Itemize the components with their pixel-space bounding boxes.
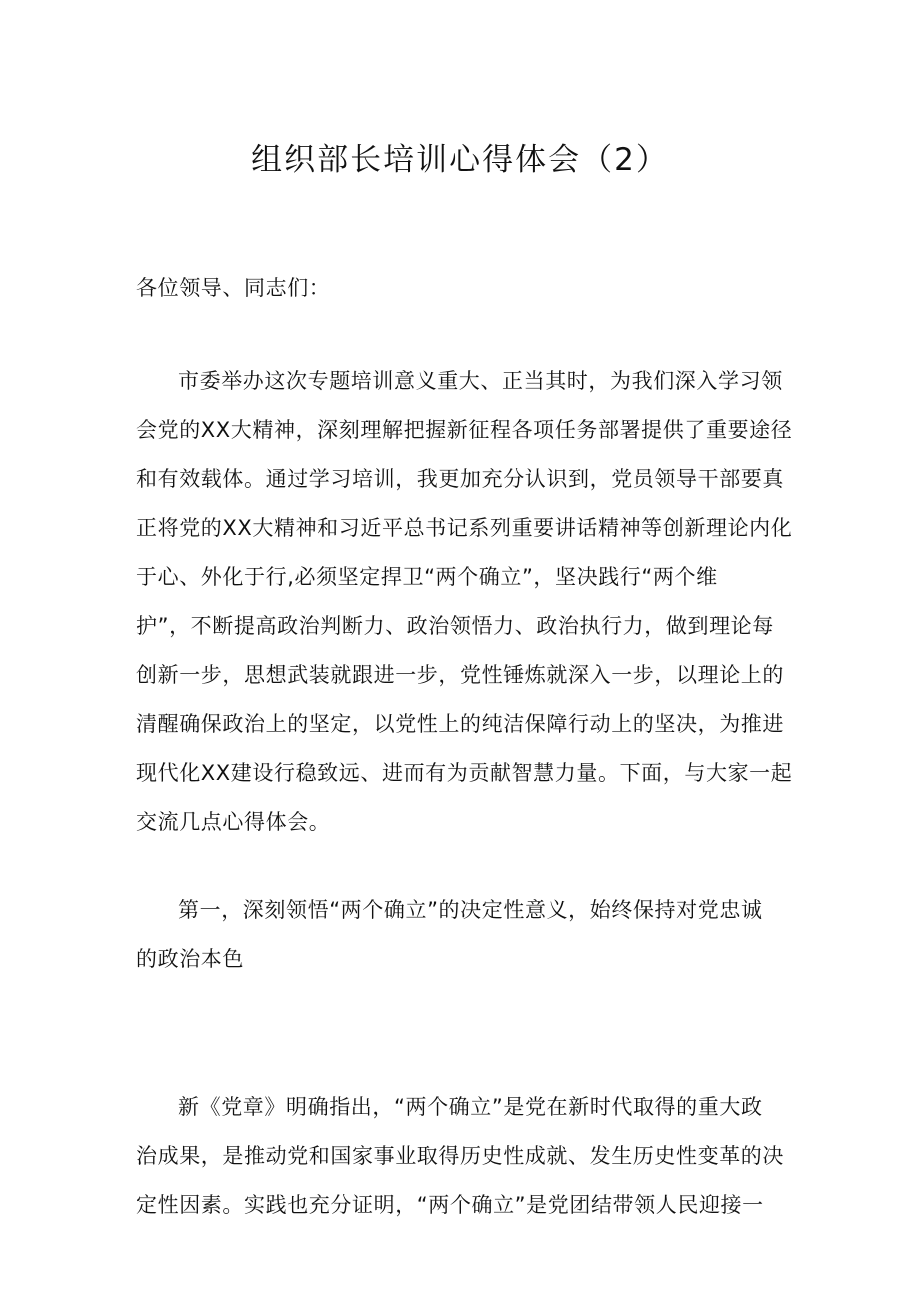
paragraph-line: 新《党章》明确指出，“两个确立”是党在新时代取得的重大政 xyxy=(178,1095,763,1119)
paragraph-line: 和有效载体。通过学习培训，我更加充分认识到，党员领导干部要真 xyxy=(136,467,784,491)
paragraph-line: 定性因素。实践也充分证明，“两个确立”是党团结带领人民迎接一 xyxy=(136,1193,764,1217)
section-heading-first xyxy=(136,886,792,984)
paragraph-line: 护”，不断提高政治判断力、政治领悟力、政治执行力，做到理论每 xyxy=(136,614,774,638)
paragraph-party-constitution xyxy=(136,1083,792,1230)
paragraph-line: 治成果，是推动党和国家事业取得历史性成就、发生历史性变革的决 xyxy=(136,1144,784,1168)
document-title: 组织部长培训心得体会（2） xyxy=(251,142,669,178)
paragraph-line: 清醒确保政治上的坚定，以党性上的纯洁保障行动上的坚决，为推进 xyxy=(136,712,784,736)
paragraph-line: 正将党的XX大精神和习近平总书记系列重要讲话精神等创新理论内化 xyxy=(136,516,793,540)
paragraph-intro xyxy=(136,357,792,847)
paragraph-line: 交流几点心得体会。 xyxy=(136,810,331,834)
paragraph-line: 创新一步，思想武装就跟进一步，党性锤炼就深入一步，以理论上的 xyxy=(136,663,784,687)
salutation: 各位领导、同志们： xyxy=(136,276,331,300)
paragraph-line: 现代化XX建设行稳致远、进而有为贡献智慧力量。下面，与大家一起 xyxy=(136,761,793,785)
paragraph-line: 会党的XX大精神，深刻理解把握新征程各项任务部署提供了重要途径 xyxy=(136,418,793,442)
paragraph-line: 于心、外化于行,必须坚定捍卫“两个确立”，坚决践行“两个维 xyxy=(136,565,718,589)
paragraph-line: 市委举办这次专题培训意义重大、正当其时，为我们深入学习领 xyxy=(178,369,783,393)
paragraph-line: 的政治本色 xyxy=(136,947,244,971)
paragraph-line: 第一，深刻领悟“两个确立”的决定性意义，始终保持对党忠诚 xyxy=(178,898,763,922)
